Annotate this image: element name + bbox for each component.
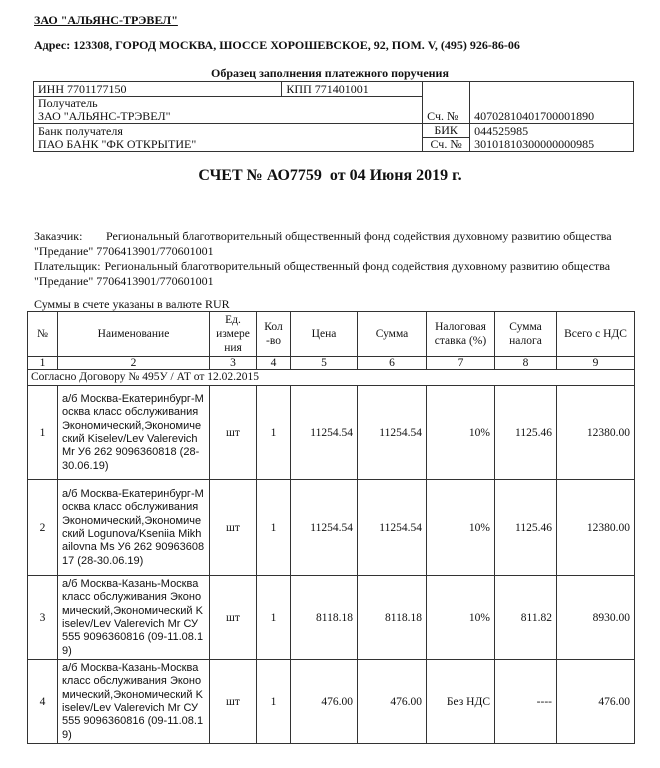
customer-label: Заказчик:	[34, 229, 83, 243]
row-qty: 1	[257, 480, 291, 576]
row-tax-sum: ----	[495, 660, 557, 744]
table-row	[28, 660, 635, 744]
row-price: 11254.54	[291, 480, 358, 576]
payer-line2: "Предание" 7706413901/770601001	[34, 274, 214, 288]
col-header-tax-sum: Сумма налога	[495, 312, 557, 357]
header-row	[28, 312, 635, 357]
row-total: 476.00	[557, 660, 635, 744]
col-number: 2	[58, 357, 210, 370]
row-name: а/б Москва-Казань-Москва класс обслуживания Экономический,Экономический Kiselev/Lev Valerevich Mr СУ 555 9096360816 (09-11.08.19)	[58, 576, 210, 660]
col-number: 6	[358, 357, 427, 370]
row-tax-sum: 1125.46	[495, 480, 557, 576]
recipient-label: Получатель	[38, 96, 98, 110]
items-table	[27, 311, 635, 744]
row-tax-rate: 10%	[427, 480, 495, 576]
col-header-sum: Сумма	[358, 312, 427, 357]
col-header-price: Цена	[291, 312, 358, 357]
account-label: Сч. №	[427, 109, 459, 123]
col-number: 3	[210, 357, 257, 370]
row-num: 1	[28, 386, 58, 480]
contract-text: Согласно Договору № 495У / АТ от 12.02.2015	[28, 370, 635, 386]
recipient-name: ЗАО "АЛЬЯНС-ТРЭВЕЛ"	[38, 109, 171, 123]
row-unit: шт	[210, 660, 257, 744]
row-name: а/б Москва-Екатеринбург-Москва класс обслуживания Экономический,Экономический Logunova/Kseniia Mikhailovna Ms У6 262 9096360817 (28-30.06.19)	[58, 480, 210, 576]
col-number: 8	[495, 357, 557, 370]
row-num: 4	[28, 660, 58, 744]
account-value: 40702810401700001890	[474, 109, 595, 123]
table-row	[28, 576, 635, 660]
payer-label: Плательщик:	[34, 259, 101, 273]
row-tax-sum: 811.82	[495, 576, 557, 660]
col-number: 7	[427, 357, 495, 370]
col-number: 4	[257, 357, 291, 370]
customer-line1: Региональный благотворительный общественный фонд содействия духовному развитию общества	[106, 229, 612, 243]
seller-address: Адрес: 123308, ГОРОД МОСКВА, ШОССЕ ХОРОШЕВСКОЕ, 92, ПОМ. V, (495) 926-86-06	[34, 38, 520, 52]
table-row	[28, 386, 635, 480]
row-tax-sum: 1125.46	[495, 386, 557, 480]
seller-company: ЗАО "АЛЬЯНС-ТРЭВЕЛ"	[34, 13, 178, 27]
col-number: 1	[28, 357, 58, 370]
bik-label: БИК	[423, 124, 470, 138]
col-number: 5	[291, 357, 358, 370]
row-sum: 11254.54	[358, 386, 427, 480]
kpp-cell: КПП 771401001	[282, 82, 423, 97]
row-unit: шт	[210, 480, 257, 576]
payment-sample-table	[33, 81, 634, 152]
col-header-name: Наименование	[58, 312, 210, 357]
col-header-tax-rate: Налоговая ставка (%)	[427, 312, 495, 357]
row-num: 3	[28, 576, 58, 660]
inn-cell: ИНН 7701177150	[34, 82, 282, 97]
contract-row	[28, 370, 635, 386]
invoice-title: СЧЕТ № АО7759 от 04 Июня 2019 г.	[198, 167, 462, 184]
row-total: 8930.00	[557, 576, 635, 660]
col-number: 9	[557, 357, 635, 370]
row-price: 11254.54	[291, 386, 358, 480]
row-num: 2	[28, 480, 58, 576]
row-unit: шт	[210, 386, 257, 480]
row-sum: 8118.18	[358, 576, 427, 660]
row-qty: 1	[257, 660, 291, 744]
row-tax-rate: 10%	[427, 576, 495, 660]
bank-label-cell: Банк получателя	[34, 124, 423, 138]
corr-account-label: Сч. №	[423, 138, 470, 152]
col-header-total: Всего с НДС	[557, 312, 635, 357]
currency-note: Суммы в счете указаны в валюте RUR	[34, 297, 230, 311]
account-value-cell	[470, 82, 634, 124]
table-row	[28, 480, 635, 576]
row-total: 12380.00	[557, 386, 635, 480]
payer-block	[34, 259, 644, 289]
row-tax-rate: Без НДС	[427, 660, 495, 744]
payment-sample-title: Образец заполнения платежного поручения	[211, 66, 449, 80]
payer-line1: Региональный благотворительный общественный фонд содействия духовному развитию общества	[104, 259, 611, 273]
account-label-cell	[423, 82, 470, 124]
row-price: 476.00	[291, 660, 358, 744]
customer-block	[34, 229, 644, 259]
row-total: 12380.00	[557, 480, 635, 576]
bik-value: 044525985	[470, 124, 634, 138]
recipient-cell	[34, 97, 423, 124]
row-name: а/б Москва-Екатеринбург-Москва класс обслуживания Экономический,Экономический Kiselev/Lev Valerevich Mr У6 262 9096360818 (28-30.06.19)	[58, 386, 210, 480]
col-header-num: №	[28, 312, 58, 357]
row-price: 8118.18	[291, 576, 358, 660]
row-tax-rate: 10%	[427, 386, 495, 480]
col-header-unit: Ед. измере ния	[210, 312, 257, 357]
row-sum: 476.00	[358, 660, 427, 744]
bank-name-cell: ПАО БАНК "ФК ОТКРЫТИЕ"	[34, 138, 423, 152]
col-header-qty: Кол -во	[257, 312, 291, 357]
customer-line2: "Предание" 7706413901/770601001	[34, 244, 214, 258]
row-qty: 1	[257, 576, 291, 660]
row-unit: шт	[210, 576, 257, 660]
corr-account-value: 30101810300000000985	[470, 138, 634, 152]
row-sum: 11254.54	[358, 480, 427, 576]
column-numbers-row	[28, 357, 635, 370]
row-name: а/б Москва-Казань-Москва класс обслуживания Экономический,Экономический Kiselev/Lev Valerevich Mr СУ 555 9096360816 (09-11.08.19)	[58, 660, 210, 744]
row-qty: 1	[257, 386, 291, 480]
